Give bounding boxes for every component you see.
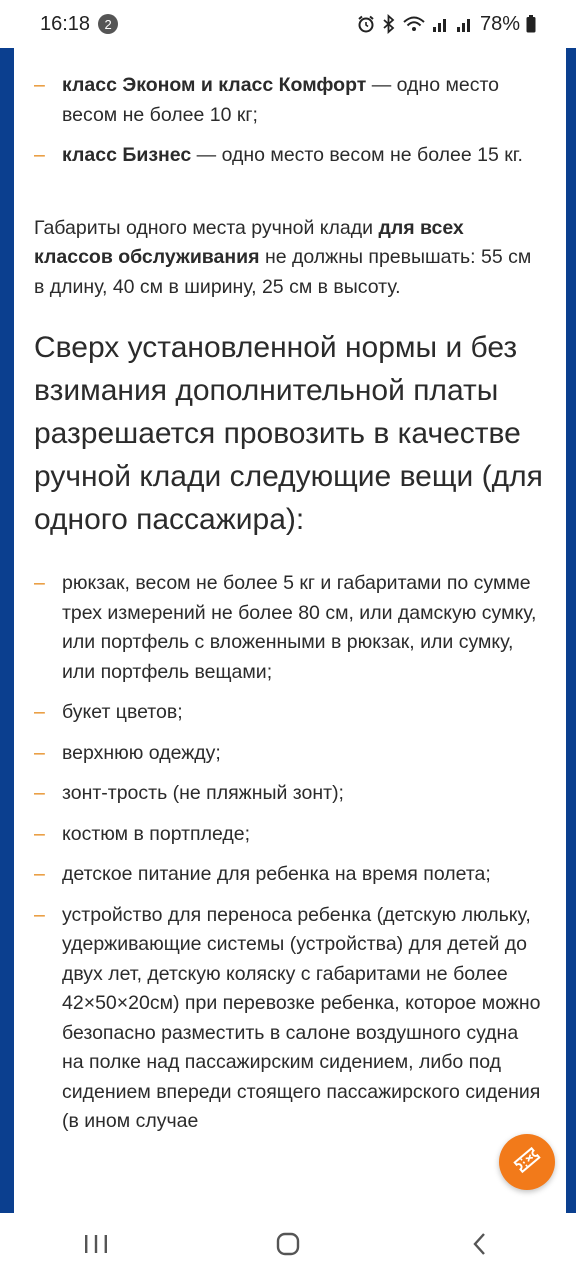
battery-percent: 78% bbox=[479, 12, 520, 35]
dimensions-paragraph bbox=[34, 214, 544, 303]
bullet-dash-icon: – bbox=[34, 572, 45, 594]
list-item-bold: класс Бизнес bbox=[62, 144, 192, 166]
dimensions-bold: для всех классов обслуживания bbox=[34, 216, 464, 268]
ticket-icon bbox=[511, 1144, 543, 1181]
article-content[interactable] bbox=[14, 48, 566, 1213]
signal-icon bbox=[432, 15, 450, 33]
bullet-dash-icon: – bbox=[34, 144, 45, 166]
status-bar bbox=[0, 0, 576, 48]
list-item-text: верхнюю одежду; bbox=[62, 741, 221, 764]
luggage-limits-list bbox=[34, 71, 544, 171]
notification-count-badge: 2 bbox=[98, 14, 118, 34]
navigation-bar bbox=[0, 1213, 576, 1280]
back-button[interactable] bbox=[440, 1222, 520, 1272]
list-item-text: букет цветов; bbox=[62, 701, 183, 723]
bullet-dash-icon: – bbox=[34, 782, 45, 804]
dimensions-text-2: не должны превышать: 55 см в длину, 40 см в ширину, 25 см в высоту. bbox=[34, 246, 532, 298]
bullet-dash-icon: – bbox=[34, 822, 45, 845]
home-icon bbox=[275, 1231, 301, 1262]
list-item bbox=[34, 739, 544, 769]
section-heading: Сверх установленной нормы и без взимания дополнительной платы разрешается провозить в качестве ручной клади следующие вещи (для одного пассажира): bbox=[34, 331, 543, 536]
list-item-text: костюм в портпледе; bbox=[62, 822, 251, 845]
bullet-dash-icon: – bbox=[34, 863, 45, 885]
page-frame-right bbox=[566, 48, 576, 1213]
list-item bbox=[34, 779, 544, 809]
bullet-dash-icon: – bbox=[34, 741, 45, 764]
list-item bbox=[34, 141, 544, 171]
status-left bbox=[40, 13, 118, 36]
list-item-text: устройство для переноса ребенка (детскую люльку, удерживающие системы (устройства) для детей до двух лет, детскую коляску с габаритами не более 42×50×20см) при перевозке ребенка, которое можно безопасно разместить в салоне воздушного судна на полке над пассажирским сидением, либо под сидением впереди стоящего пассажирского сидения (в ином случае bbox=[62, 903, 541, 1132]
list-item-text: зонт-трость (не пляжный зонт); bbox=[62, 782, 344, 804]
page-frame-left bbox=[0, 48, 14, 1213]
bullet-dash-icon: – bbox=[34, 903, 45, 926]
signal-icon-2 bbox=[456, 15, 474, 33]
bluetooth-icon bbox=[382, 14, 396, 34]
ticket-fab-button[interactable] bbox=[499, 1134, 555, 1190]
list-item bbox=[34, 820, 544, 850]
status-time: 16:18 bbox=[40, 12, 91, 35]
bullet-dash-icon: – bbox=[34, 701, 45, 723]
list-item-text: — одно место весом не более 15 кг. bbox=[191, 144, 523, 166]
back-icon bbox=[470, 1231, 490, 1262]
recent-apps-button[interactable] bbox=[56, 1222, 136, 1272]
dimensions-text: Габариты одного места ручной клади bbox=[34, 216, 379, 239]
battery-icon bbox=[526, 15, 536, 33]
extra-items-list bbox=[34, 569, 544, 1137]
list-item bbox=[34, 860, 544, 890]
wifi-icon bbox=[402, 14, 426, 34]
list-item-text: — одно место весом не более 10 кг; bbox=[62, 74, 500, 126]
list-item-text: детское питание для ребенка на время полета; bbox=[62, 863, 491, 885]
list-item-bold: класс Эконом и класс Комфорт bbox=[62, 74, 367, 96]
alarm-icon bbox=[356, 14, 376, 34]
list-item bbox=[34, 569, 544, 687]
list-item-text: рюкзак, весом не более 5 кг и габаритами по сумме трех измерений не более 80 см, или дамскую сумку, или портфель с вложенными в рюкзак, или сумку, или портфель вещами; bbox=[62, 572, 537, 683]
list-item bbox=[34, 901, 544, 1137]
bullet-dash-icon: – bbox=[34, 74, 45, 96]
home-button[interactable] bbox=[248, 1222, 328, 1272]
list-item bbox=[34, 71, 544, 130]
recent-apps-icon bbox=[83, 1233, 109, 1260]
status-right bbox=[356, 13, 536, 36]
list-item bbox=[34, 698, 544, 728]
